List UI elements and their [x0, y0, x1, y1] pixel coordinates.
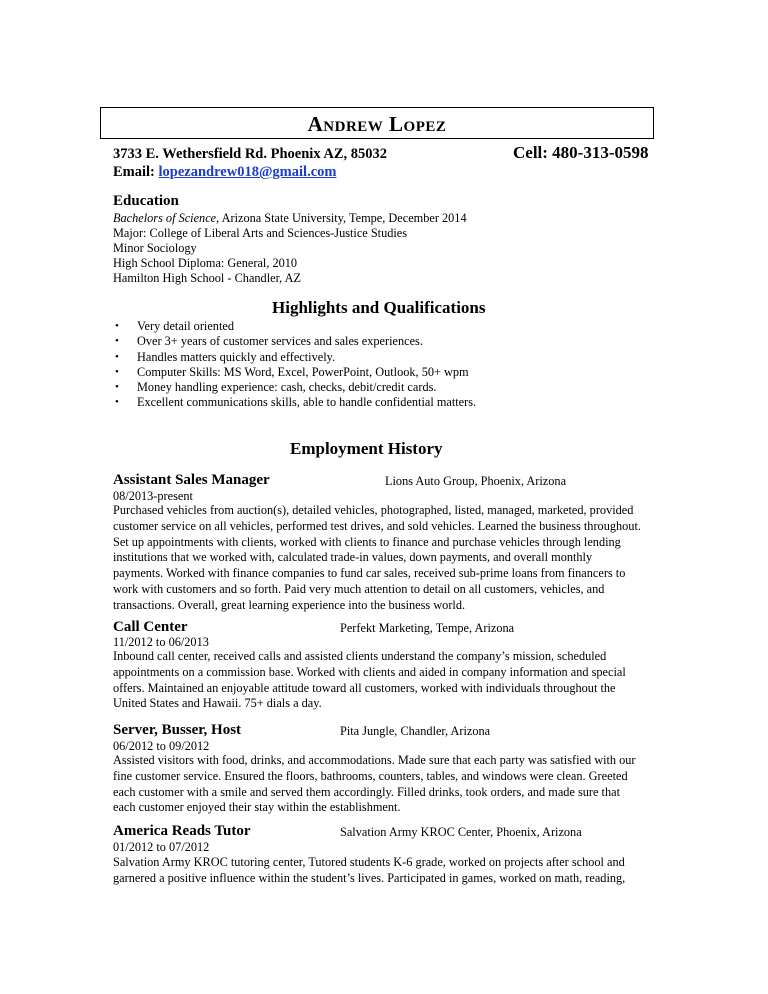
name-header: Andrew Lopez [100, 107, 654, 139]
education-heading: Education [113, 193, 179, 209]
highlight-item: • Computer Skills: MS Word, Excel, PowerPoint, Outlook, 50+ wpm [115, 364, 469, 379]
highlight-item: • Over 3+ years of customer services and sales experiences. [115, 334, 423, 349]
highlights-heading: Highlights and Qualifications [272, 298, 486, 317]
bullet-icon: • [115, 396, 119, 409]
education-minor: Minor Sociology [113, 241, 197, 255]
bullet-icon: • [115, 320, 119, 332]
job-company: Salvation Army KROC Center, Phoenix, Arizona [340, 825, 582, 839]
degree-name: Bachelors of Science, [113, 211, 220, 225]
job-dates: 01/2012 to 07/2012 [113, 840, 210, 854]
job-company: Pita Jungle, Chandler, Arizona [340, 724, 491, 738]
highlights-list [113, 319, 476, 411]
job-description: Salvation Army KROC tutoring center, Tutored students K-6 grade, worked on projects after school and garnered a positive influence within the student’s lives. Participated in games, worked on math, reading, [113, 855, 626, 885]
bullet-icon: • [115, 381, 119, 394]
job-company: Perfekt Marketing, Tempe, Arizona [340, 621, 515, 635]
education-hs-diploma: High School Diploma: General, 2010 [113, 256, 298, 270]
job-title: Assistant Sales Manager [113, 472, 270, 488]
job-description: Inbound call center, received calls and assisted clients understand the company’s mission, scheduled appointments on a commission base. Worked with clients and aided in company information and special offers. Maintained an enjoyable attitude toward all customers, worked with individuals throughout the United States and Hawaii. 75+ dials a day. [113, 649, 626, 711]
education-hs-name: Hamilton High School - Chandler, AZ [113, 271, 302, 285]
job-description: Purchased vehicles from auction(s), detailed vehicles, photographed, listed, managed, marketed, provided customer service on all vehicles, performed test drives, and sold vehicles. Learned the business throughout. Set up appointments with clients, worked with clients to finance and purchase vehicles through lending institutions that we worked with, calculated trade-in values, down payments, and overall monthly payments. Worked with finance companies to fund car sales, received sub-prime loans from financers to work with customers and so forth. Paid very much attention to detail on all customers, vehicles, and transactions. Overall, great learning experience into the business world. [113, 503, 641, 612]
degree-detail: Arizona State University, Tempe, December 2014 [219, 211, 467, 225]
bullet-icon: • [115, 350, 119, 363]
bullet-icon: • [115, 335, 119, 348]
education-major: Major: College of Liberal Arts and Sciences-Justice Studies [113, 226, 408, 240]
education-degree [113, 211, 467, 226]
job-dates: 11/2012 to 06/2013 [113, 635, 209, 649]
job-company: Lions Auto Group, Phoenix, Arizona [385, 474, 567, 488]
bullet-icon: • [115, 365, 119, 378]
highlight-item: • Excellent communications skills, able to handle confidential matters. [115, 395, 477, 410]
job-title: Server, Busser, Host [113, 722, 242, 738]
cell-phone: Cell: 480-313-0598 [513, 143, 649, 162]
job-description: Assisted visitors with food, drinks, and accommodations. Made sure that each party was satisfied with our fine customer service. Ensured the floors, bathrooms, counters, tables, and windows were clean. Greeted each customer with a smile and served them accordingly. Filled drinks, took orders, and made sure that each customer enjoyed their stay within the establishment. [113, 753, 636, 815]
highlight-item: • Handles matters quickly and effectively. [115, 349, 336, 364]
employment-heading: Employment History [290, 439, 443, 458]
job-title: Call Center [113, 619, 188, 635]
email-link[interactable]: lopezandrew018@gmail.com [158, 164, 337, 180]
job-title: America Reads Tutor [113, 823, 251, 839]
job-dates: 06/2012 to 09/2012 [113, 739, 210, 753]
highlight-item: • Money handling experience: cash, checks, debit/credit cards. [115, 380, 437, 395]
address: 3733 E. Wethersfield Rd. Phoenix AZ, 85032 [113, 146, 388, 162]
job-dates: 08/2013-present [113, 489, 193, 503]
email-line [113, 164, 336, 181]
highlight-item: • Very detail oriented [115, 319, 234, 333]
email-label: Email: [113, 164, 155, 180]
